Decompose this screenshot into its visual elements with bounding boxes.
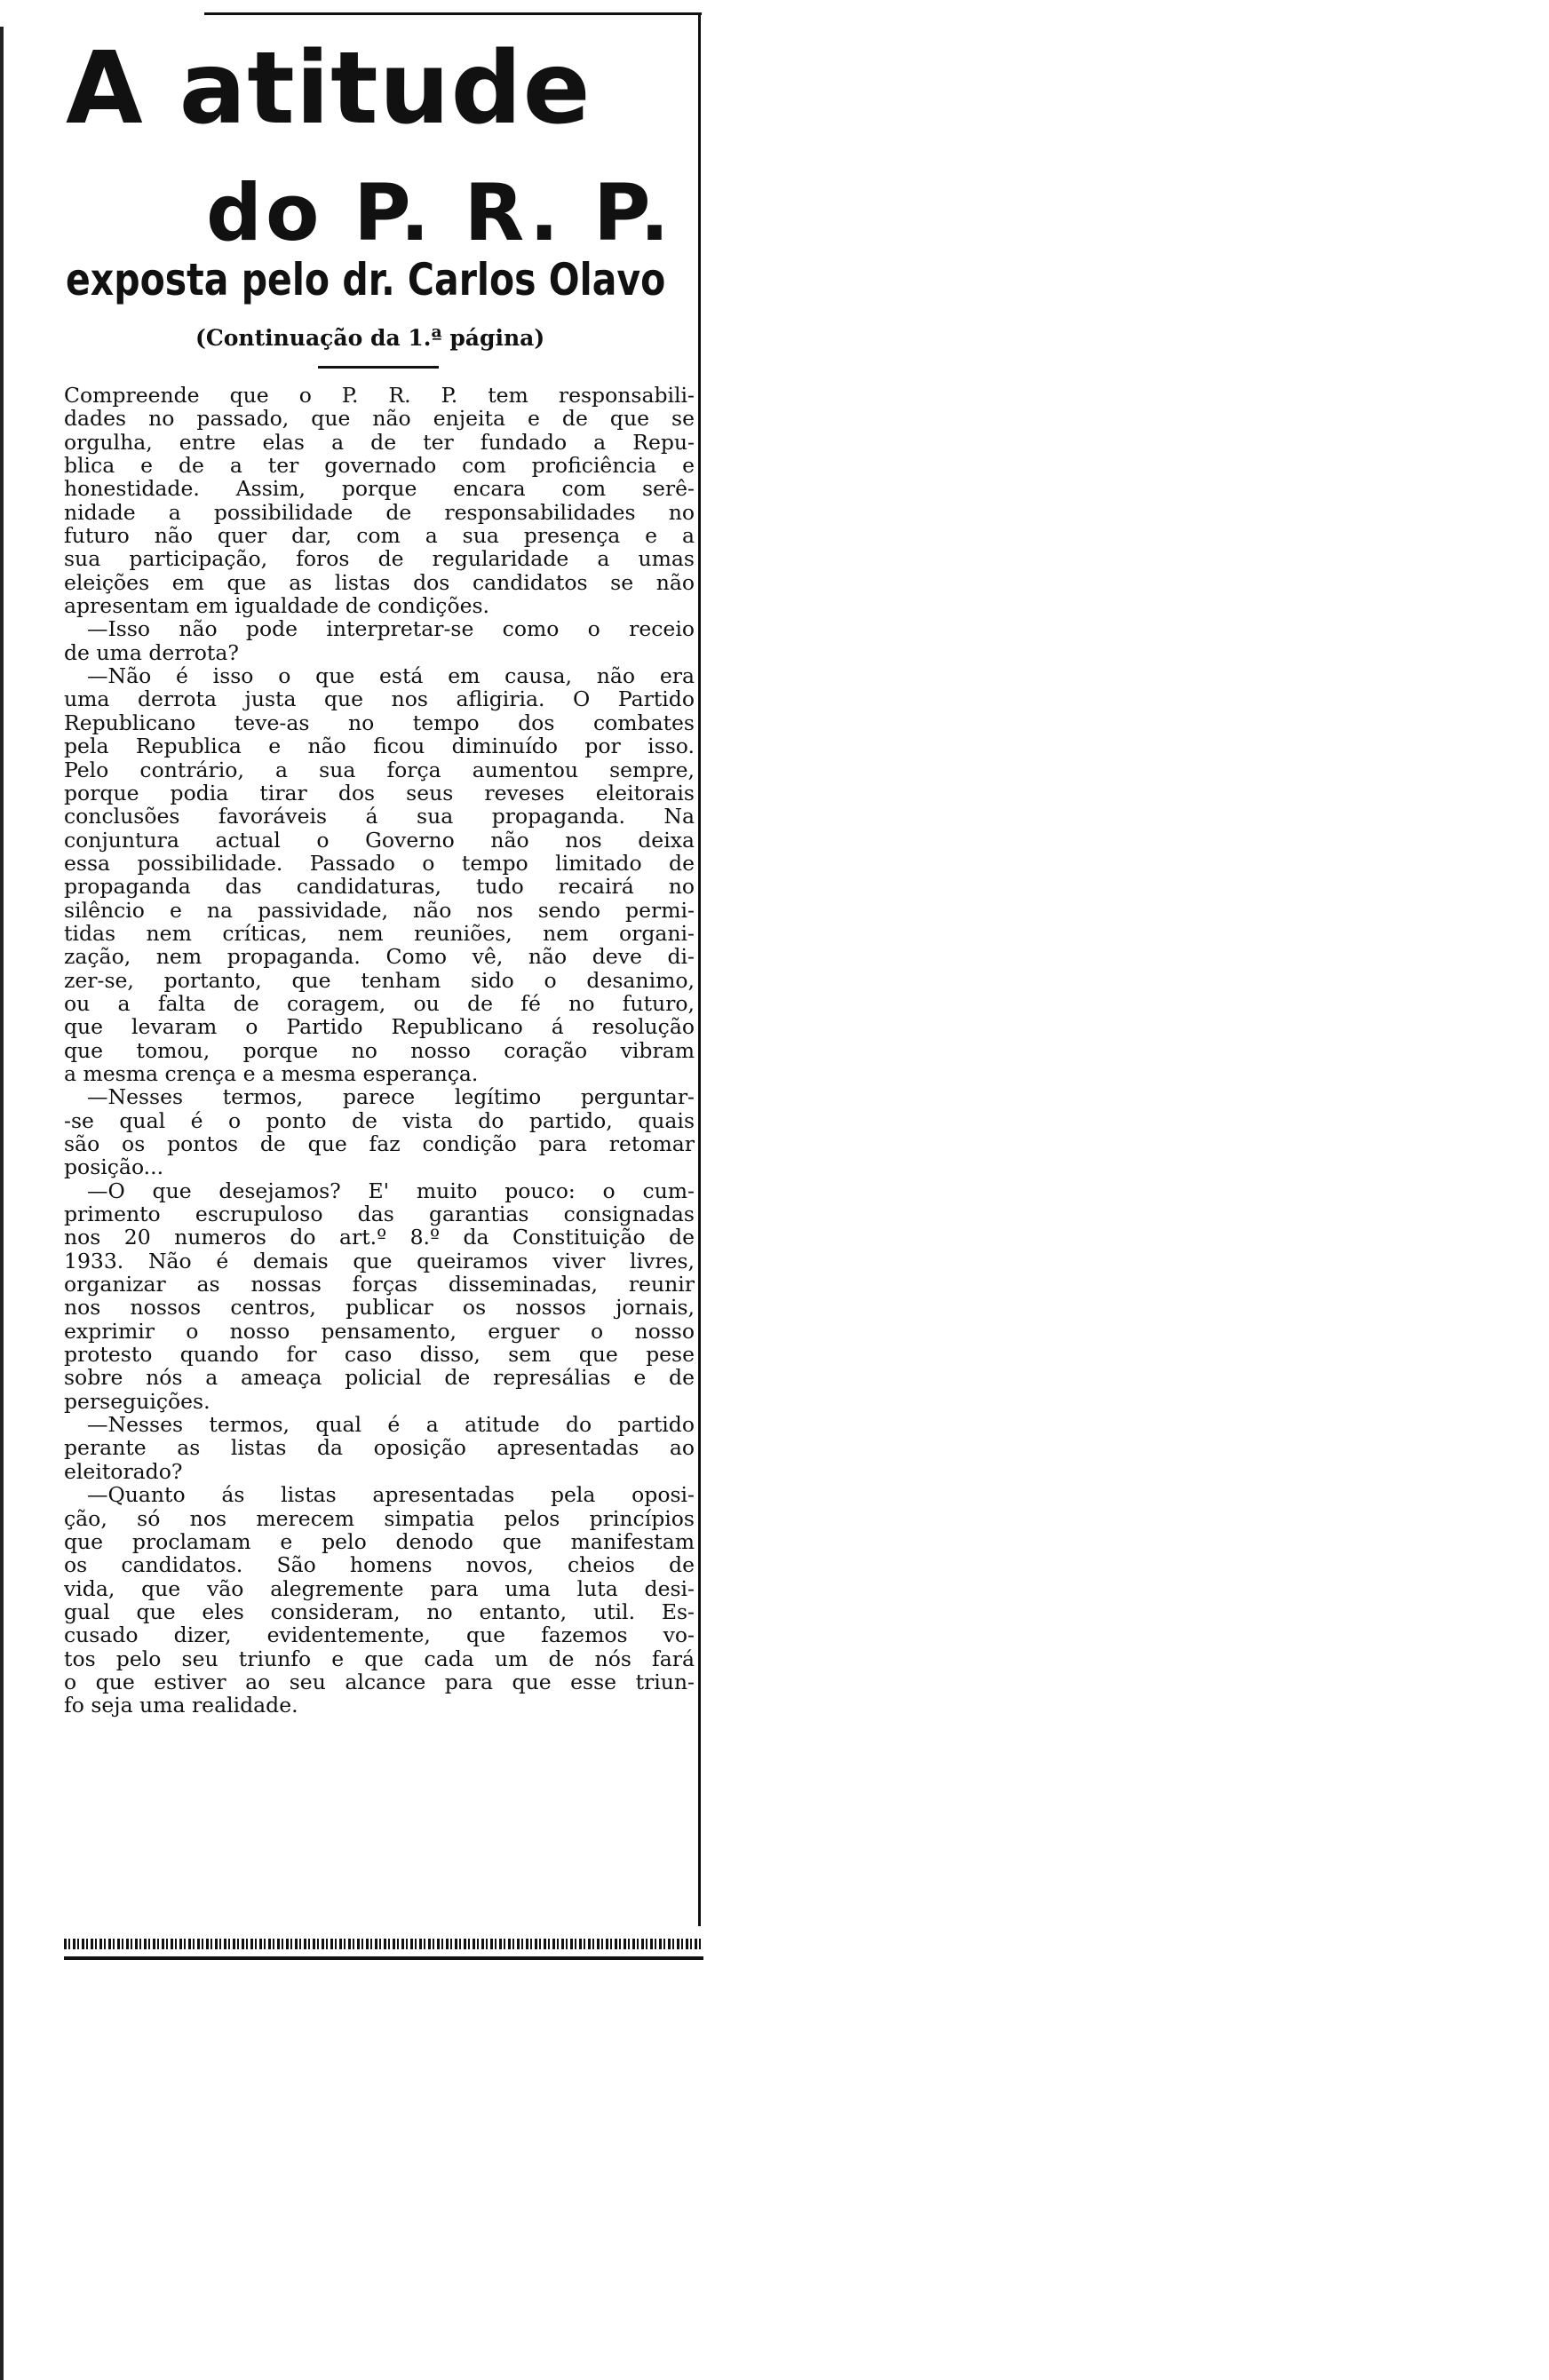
article-line: zer-se, portanto, que tenham sido o desanimo,: [64, 967, 695, 993]
article-line: são os pontos de que faz condição para retomar: [64, 1131, 695, 1156]
article-line: Pelo contrário, a sua força aumentou sempre,: [64, 757, 695, 782]
article-line: —Não é isso o que está em causa, não era: [87, 663, 695, 689]
article-line: nos 20 numeros do art.º 8.º da Constituição de: [64, 1225, 695, 1250]
article-line: nos nossos centros, publicar os nossos jornais,: [64, 1295, 695, 1321]
subtitle: exposta pelo dr. Carlos Olavo: [66, 254, 666, 305]
article-line: uma derrota justa que nos afligiria. O Partido: [64, 686, 695, 712]
article-line: zação, nem propaganda. Como vê, não deve di-: [64, 944, 695, 970]
article-line: que tomou, porque no nosso coração vibram: [64, 1037, 695, 1063]
article-line: a mesma crença e a mesma esperança.: [64, 1060, 479, 1086]
article-line: posição...: [64, 1154, 164, 1180]
article-line: orgulha, entre elas a de ter fundado a Repu-: [64, 429, 695, 455]
left-margin-line: [0, 27, 4, 2380]
article-line: Compreende que o P. R. P. tem responsabili-: [64, 383, 695, 408]
article-line: -se qual é o ponto de vista do partido, quais: [64, 1107, 695, 1133]
article-line: gual que eles consideram, no entanto, util. Es-: [64, 1599, 695, 1624]
article-line: blica e de a ter governado com proficiência e: [64, 453, 695, 479]
article-line: que levaram o Partido Republicano á resolução: [64, 1014, 695, 1040]
article-line: que proclamam e pelo denodo que manifestam: [64, 1528, 695, 1554]
article-line: conclusões favoráveis á sua propaganda. Na: [64, 804, 695, 829]
article-line: futuro não quer dar, com a sua presença e a: [64, 523, 695, 549]
article-line: Republicano teve-as no tempo dos combates: [64, 710, 695, 735]
article-line: fo seja uma realidade.: [64, 1693, 298, 1718]
article-line: —Quanto ás listas apresentadas pela oposi-: [87, 1482, 695, 1508]
article-line: perseguições.: [64, 1388, 211, 1414]
bottom-ornament-bar: [64, 1939, 703, 1949]
article-line: 1933. Não é demais que queiramos viver livres,: [64, 1248, 695, 1273]
article-line: —O que desejamos? E' muito pouco: o cum-: [87, 1178, 695, 1203]
short-divider: [318, 366, 439, 369]
article-line: protesto quando for caso disso, sem que pese: [64, 1342, 695, 1368]
article-line: vida, que vão alegremente para uma luta desi-: [64, 1575, 695, 1601]
bottom-rule: [64, 1956, 703, 1960]
article-line: nidade a possibilidade de responsabilidades no: [64, 499, 695, 525]
article-line: sua participação, foros de regularidade a umas: [64, 546, 695, 572]
article-line: —Nesses termos, qual é a atitude do partido: [87, 1412, 695, 1438]
article-line: porque podia tirar dos seus reveses eleitorais: [64, 780, 695, 805]
article-line: dades no passado, que não enjeita e de que se: [64, 406, 695, 432]
article-line: exprimir o nosso pensamento, erguer o nosso: [64, 1318, 695, 1344]
column-top-rule: [204, 12, 702, 15]
column-right-rule: [698, 12, 701, 1926]
article-line: honestidade. Assim, porque encara com serê-: [64, 476, 695, 502]
article-line: os candidatos. São homens novos, cheios de: [64, 1552, 695, 1578]
article-line: pela Republica e não ficou diminuído por isso.: [64, 734, 695, 759]
article-line: cusado dizer, evidentemente, que fazemos vo-: [64, 1622, 695, 1648]
headline-line-2: do P. R. P.: [206, 167, 673, 258]
article-line: ção, só nos merecem simpatia pelos princípios: [64, 1505, 695, 1531]
article-line: o que estiver ao seu alcance para que esse triun-: [64, 1669, 695, 1694]
article-line: essa possibilidade. Passado o tempo limitado de: [64, 850, 695, 876]
article-line: apresentam em igualdade de condições.: [64, 593, 490, 619]
article-line: primento escrupuloso das garantias consignadas: [64, 1202, 695, 1227]
article-line: silêncio e na passividade, não nos sendo permi-: [64, 897, 695, 923]
article-line: eleitorado?: [64, 1458, 183, 1484]
article-line: conjuntura actual o Governo não nos deixa: [64, 827, 695, 853]
article-line: tidas nem críticas, nem reuniões, nem organi-: [64, 920, 695, 946]
continuation-note: (Continuação da 1.ª página): [195, 325, 545, 351]
article-line: sobre nós a ameaça policial de represálias e de: [64, 1365, 695, 1391]
article-line: propaganda das candidaturas, tudo recairá no: [64, 874, 695, 900]
article-line: ou a falta de coragem, ou de fé no futuro,: [64, 990, 695, 1016]
article-line: perante as listas da oposição apresentadas ao: [64, 1435, 695, 1461]
article-line: de uma derrota?: [64, 639, 239, 665]
article-line: organizar as nossas forças disseminadas, reunir: [64, 1272, 695, 1297]
article-line: —Nesses termos, parece legítimo perguntar-: [87, 1084, 695, 1110]
article-line: —Isso não pode interpretar-se como o receio: [87, 616, 695, 642]
article-body: [64, 384, 695, 1718]
article-line: eleições em que as listas dos candidatos se não: [64, 569, 695, 595]
headline-line-1: A atitude: [66, 31, 592, 147]
article-line: tos pelo seu triunfo e que cada um de nós fará: [64, 1646, 695, 1671]
